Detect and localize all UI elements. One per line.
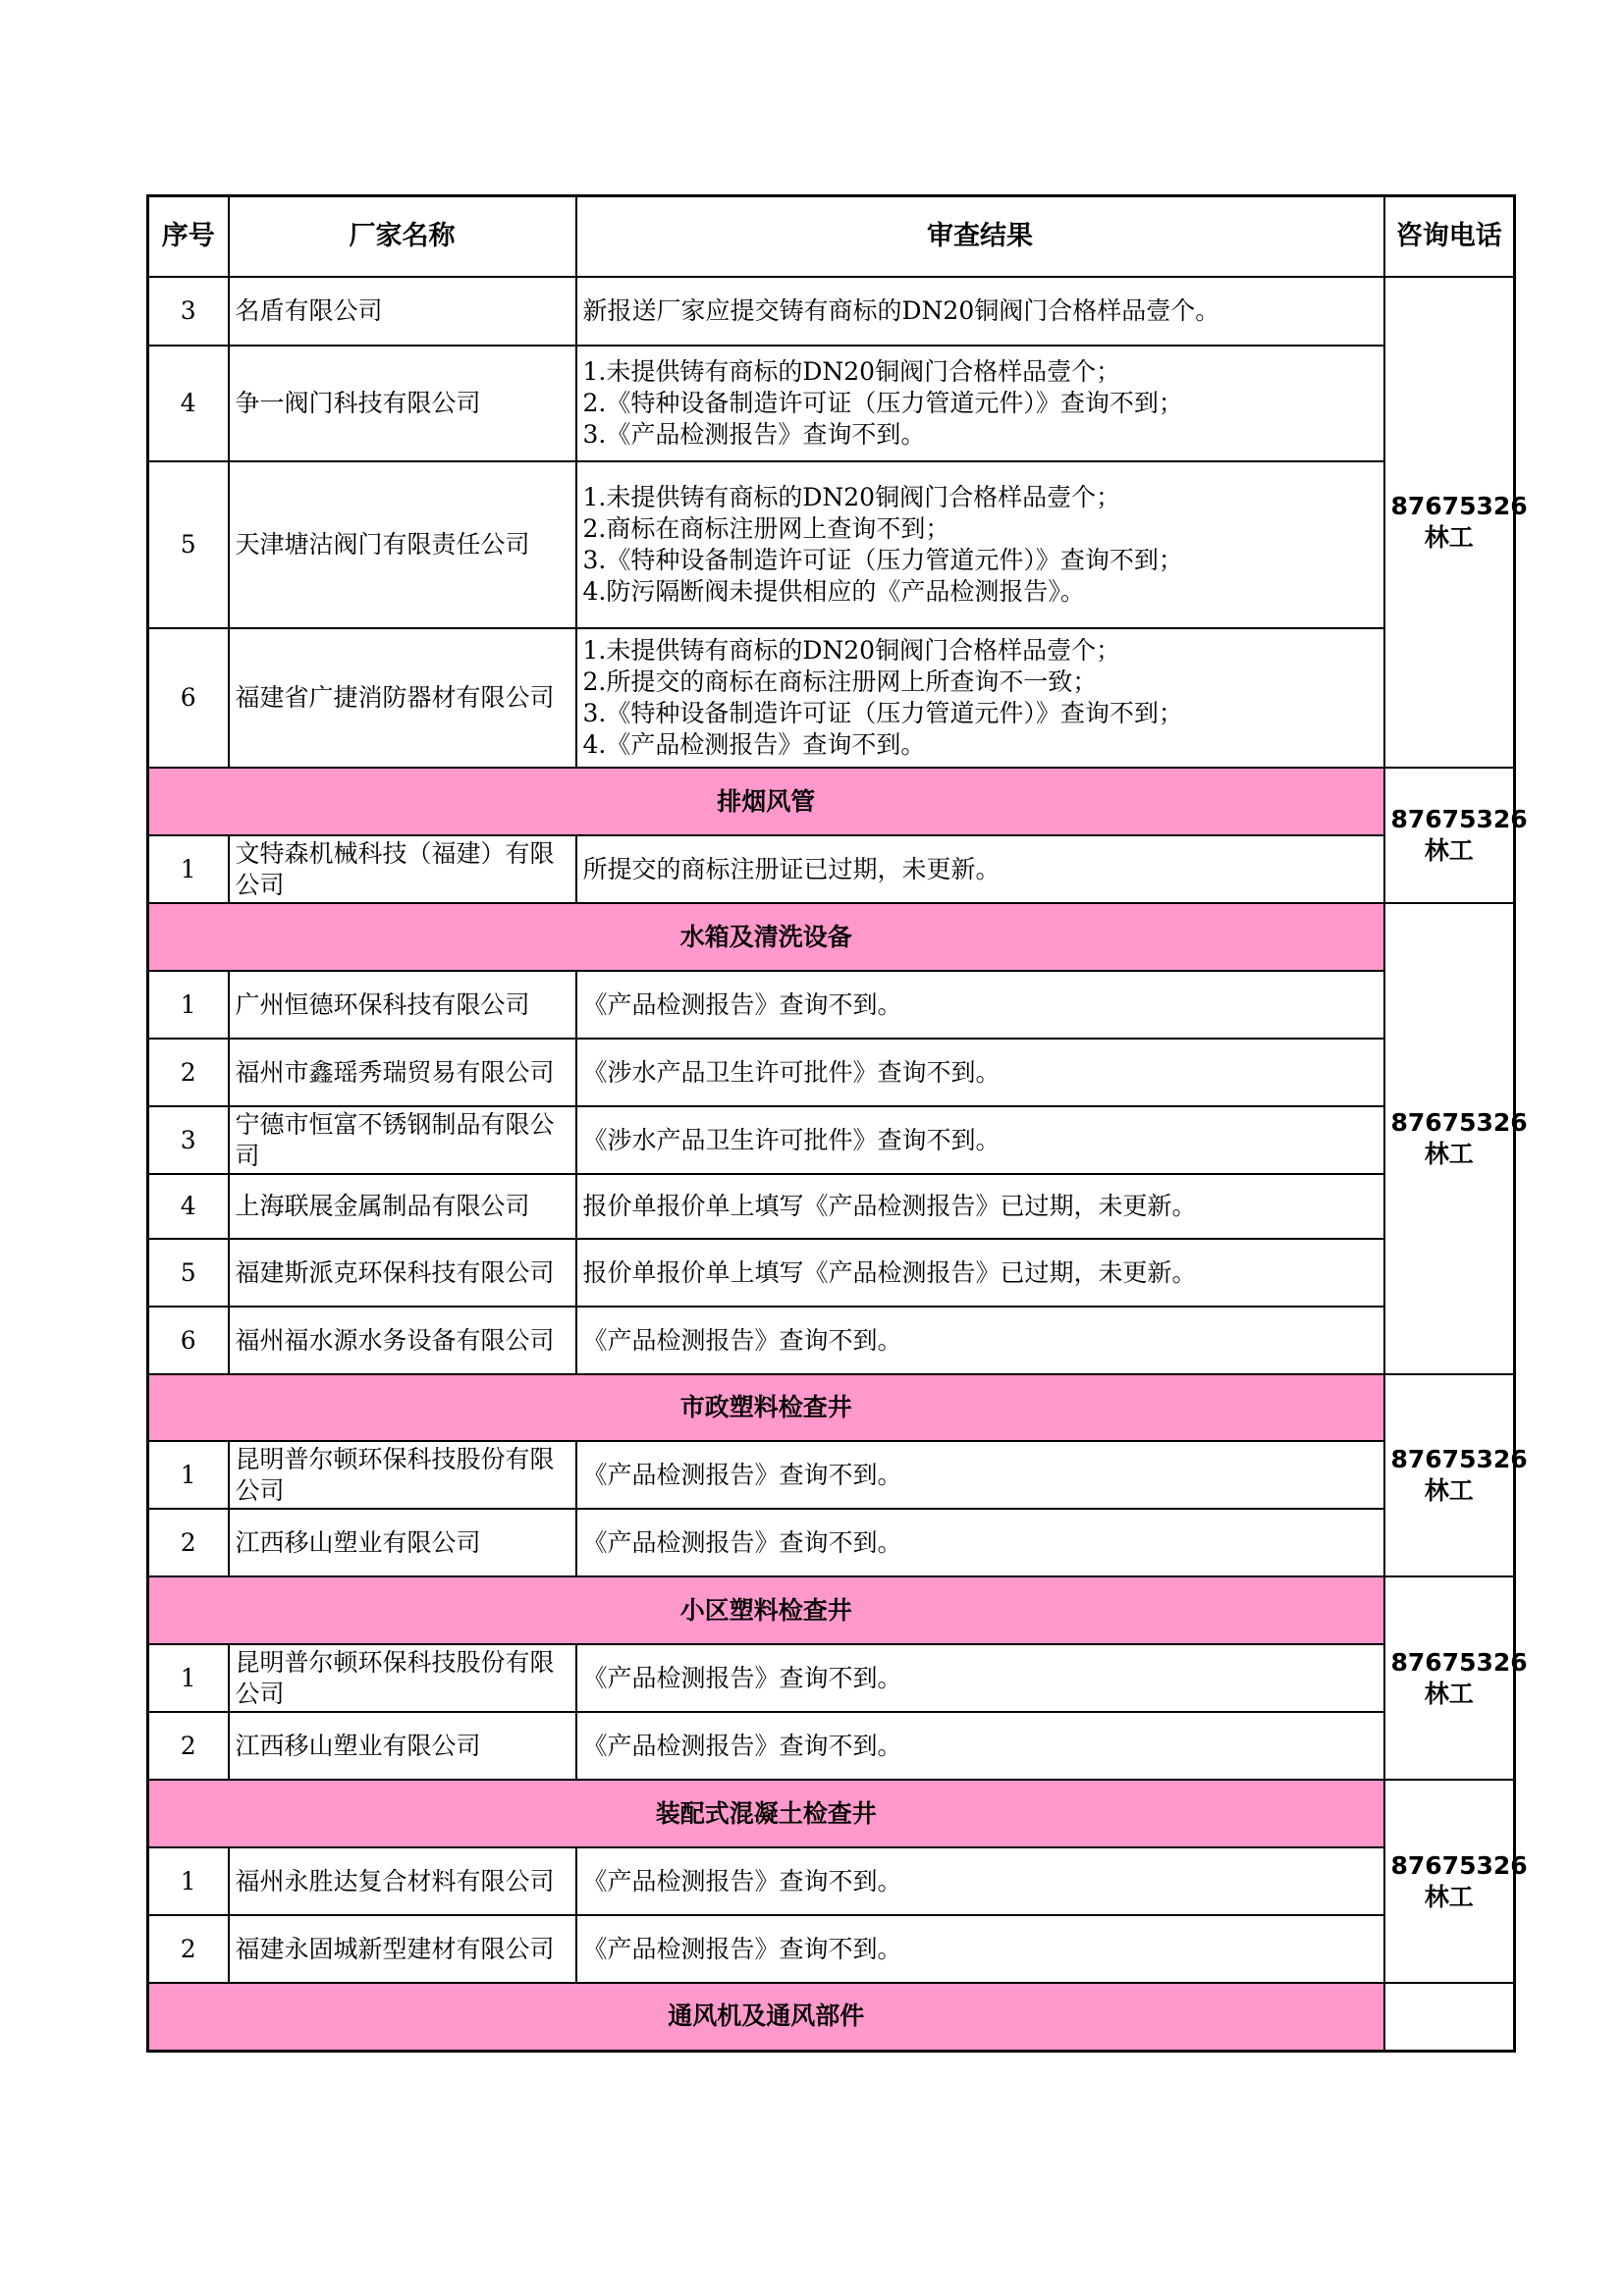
contact-phone: 87675326: [1390, 1850, 1528, 1880]
section-row: [148, 1374, 1515, 1441]
review-result: 1.未提供铸有商标的DN20铜阀门合格样品壹个； 2.所提交的商标在商标注册网上所查询不一致； 3.《特种设备制造许可证（压力管道元件）》查询不到； 4.《产品检测报告》查询不到。: [576, 628, 1384, 768]
review-result: 《产品检测报告》查询不到。: [576, 1847, 1384, 1915]
vendor-name: 江西移山塑业有限公司: [229, 1509, 576, 1576]
row-idx: 3: [148, 277, 229, 346]
vendor-name: 名盾有限公司: [229, 277, 576, 346]
row-idx: 2: [148, 1712, 229, 1780]
review-result: 报价单报价单上填写《产品检测报告》已过期，未更新。: [576, 1174, 1384, 1239]
vendor-name: 福州永胜达复合材料有限公司: [229, 1847, 576, 1915]
section-row: [148, 1780, 1515, 1847]
table-row: [148, 1915, 1515, 1983]
review-result: 报价单报价单上填写《产品检测报告》已过期，未更新。: [576, 1239, 1384, 1307]
review-result: 《产品检测报告》查询不到。: [576, 1644, 1384, 1712]
contact-person: 林工: [1424, 1140, 1474, 1168]
contact-phone: 87675326: [1390, 492, 1528, 520]
section-title: 水箱及清洗设备: [148, 903, 1384, 971]
review-result: 新报送厂家应提交铸有商标的DN20铜阀门合格样品壹个。: [576, 277, 1384, 346]
vendor-name: 宁德市恒富不锈钢制品有限公司: [229, 1106, 576, 1174]
table-row: [148, 1847, 1515, 1915]
vendor-name: 江西移山塑业有限公司: [229, 1712, 576, 1780]
table-row: [148, 1712, 1515, 1780]
section-row: [148, 768, 1515, 835]
review-result: 《产品检测报告》查询不到。: [576, 1441, 1384, 1509]
vendor-name: 天津塘沽阀门有限责任公司: [229, 461, 576, 628]
section-title: 市政塑料检查井: [148, 1374, 1384, 1441]
table-row: [148, 835, 1515, 903]
contact-phone: 87675326: [1390, 805, 1528, 833]
vendor-name: 昆明普尔顿环保科技股份有限公司: [229, 1441, 576, 1509]
section-row: [148, 1576, 1515, 1644]
row-idx: 2: [148, 1509, 229, 1576]
header-result: 审查结果: [576, 196, 1384, 278]
row-idx: 1: [148, 1441, 229, 1509]
contact-phone: 87675326: [1390, 1108, 1528, 1137]
review-result: 1.未提供铸有商标的DN20铜阀门合格样品壹个； 2.商标在商标注册网上查询不到； 3.《特种设备制造许可证（压力管道元件）》查询不到； 4.防污隔断阀未提供相应的《产品检测报告》。: [576, 461, 1384, 628]
section-title: 排烟风管: [148, 768, 1384, 835]
vendor-name: 福州福水源水务设备有限公司: [229, 1307, 576, 1374]
contact-phone: 87675326: [1390, 1445, 1528, 1473]
table-header-row: [148, 196, 1515, 278]
table-row: [148, 1307, 1515, 1374]
contact-phone-cell: [1384, 1576, 1528, 1780]
contact-person: 林工: [1424, 1476, 1474, 1505]
review-results-table: [146, 194, 1528, 2053]
section-title: 装配式混凝土检查井: [148, 1780, 1384, 1847]
row-idx: 4: [148, 346, 229, 461]
table-row: [148, 1239, 1515, 1307]
contact-person: 林工: [1424, 836, 1474, 865]
section-title: 通风机及通风部件: [148, 1983, 1384, 2051]
contact-phone-cell: [1384, 903, 1528, 1374]
review-result: 《产品检测报告》查询不到。: [576, 971, 1384, 1039]
vendor-name: 文特森机械科技（福建）有限公司: [229, 835, 576, 903]
table-row: [148, 1039, 1515, 1106]
row-idx: 1: [148, 835, 229, 903]
contact-phone-cell: [1384, 277, 1528, 768]
row-idx: 2: [148, 1915, 229, 1983]
row-idx: 1: [148, 1644, 229, 1712]
row-idx: 6: [148, 1307, 229, 1374]
header-phone: 咨询电话: [1384, 196, 1515, 278]
table-row: [148, 628, 1515, 768]
contact-phone: 87675326: [1390, 1647, 1528, 1677]
contact-person: 林工: [1424, 523, 1474, 552]
section-row: [148, 903, 1515, 971]
vendor-name: 福建省广捷消防器材有限公司: [229, 628, 576, 768]
review-result: 《产品检测报告》查询不到。: [576, 1712, 1384, 1780]
vendor-name: 福州市鑫瑶秀瑞贸易有限公司: [229, 1039, 576, 1106]
vendor-name: 广州恒德环保科技有限公司: [229, 971, 576, 1039]
review-result: 《产品检测报告》查询不到。: [576, 1915, 1384, 1983]
header-vendor: 厂家名称: [229, 196, 576, 278]
vendor-name: 上海联展金属制品有限公司: [229, 1174, 576, 1239]
section-title: 小区塑料检查井: [148, 1576, 1384, 1644]
review-result: 《产品检测报告》查询不到。: [576, 1509, 1384, 1576]
contact-phone-cell: [1384, 1983, 1515, 2051]
contact-phone-cell: [1384, 1780, 1528, 1983]
table-row: [148, 1509, 1515, 1576]
contact-person: 林工: [1424, 1882, 1474, 1911]
vendor-name: 争一阀门科技有限公司: [229, 346, 576, 461]
review-result: 《涉水产品卫生许可批件》查询不到。: [576, 1039, 1384, 1106]
vendor-name: 福建永固城新型建材有限公司: [229, 1915, 576, 1983]
row-idx: 2: [148, 1039, 229, 1106]
row-idx: 4: [148, 1174, 229, 1239]
row-idx: 1: [148, 971, 229, 1039]
table-row: [148, 1106, 1515, 1174]
review-result: 《产品检测报告》查询不到。: [576, 1307, 1384, 1374]
row-idx: 1: [148, 1847, 229, 1915]
vendor-name: 福建斯派克环保科技有限公司: [229, 1239, 576, 1307]
section-row: [148, 1983, 1515, 2051]
review-result: 所提交的商标注册证已过期，未更新。: [576, 835, 1384, 903]
table-row: [148, 277, 1515, 346]
table-row: [148, 971, 1515, 1039]
table-row: [148, 346, 1515, 461]
row-idx: 3: [148, 1106, 229, 1174]
row-idx: 5: [148, 1239, 229, 1307]
row-idx: 5: [148, 461, 229, 628]
table-row: [148, 1644, 1515, 1712]
table-row: [148, 1441, 1515, 1509]
contact-person: 林工: [1424, 1679, 1474, 1708]
review-result: 《涉水产品卫生许可批件》查询不到。: [576, 1106, 1384, 1174]
row-idx: 6: [148, 628, 229, 768]
contact-phone-cell: [1384, 1374, 1528, 1576]
header-idx: 序号: [148, 196, 229, 278]
vendor-name: 昆明普尔顿环保科技股份有限公司: [229, 1644, 576, 1712]
review-result: 1.未提供铸有商标的DN20铜阀门合格样品壹个； 2.《特种设备制造许可证（压力管道元件）》查询不到； 3.《产品检测报告》查询不到。: [576, 346, 1384, 461]
contact-phone-cell: [1384, 768, 1528, 903]
table-row: [148, 461, 1515, 628]
table-row: [148, 1174, 1515, 1239]
